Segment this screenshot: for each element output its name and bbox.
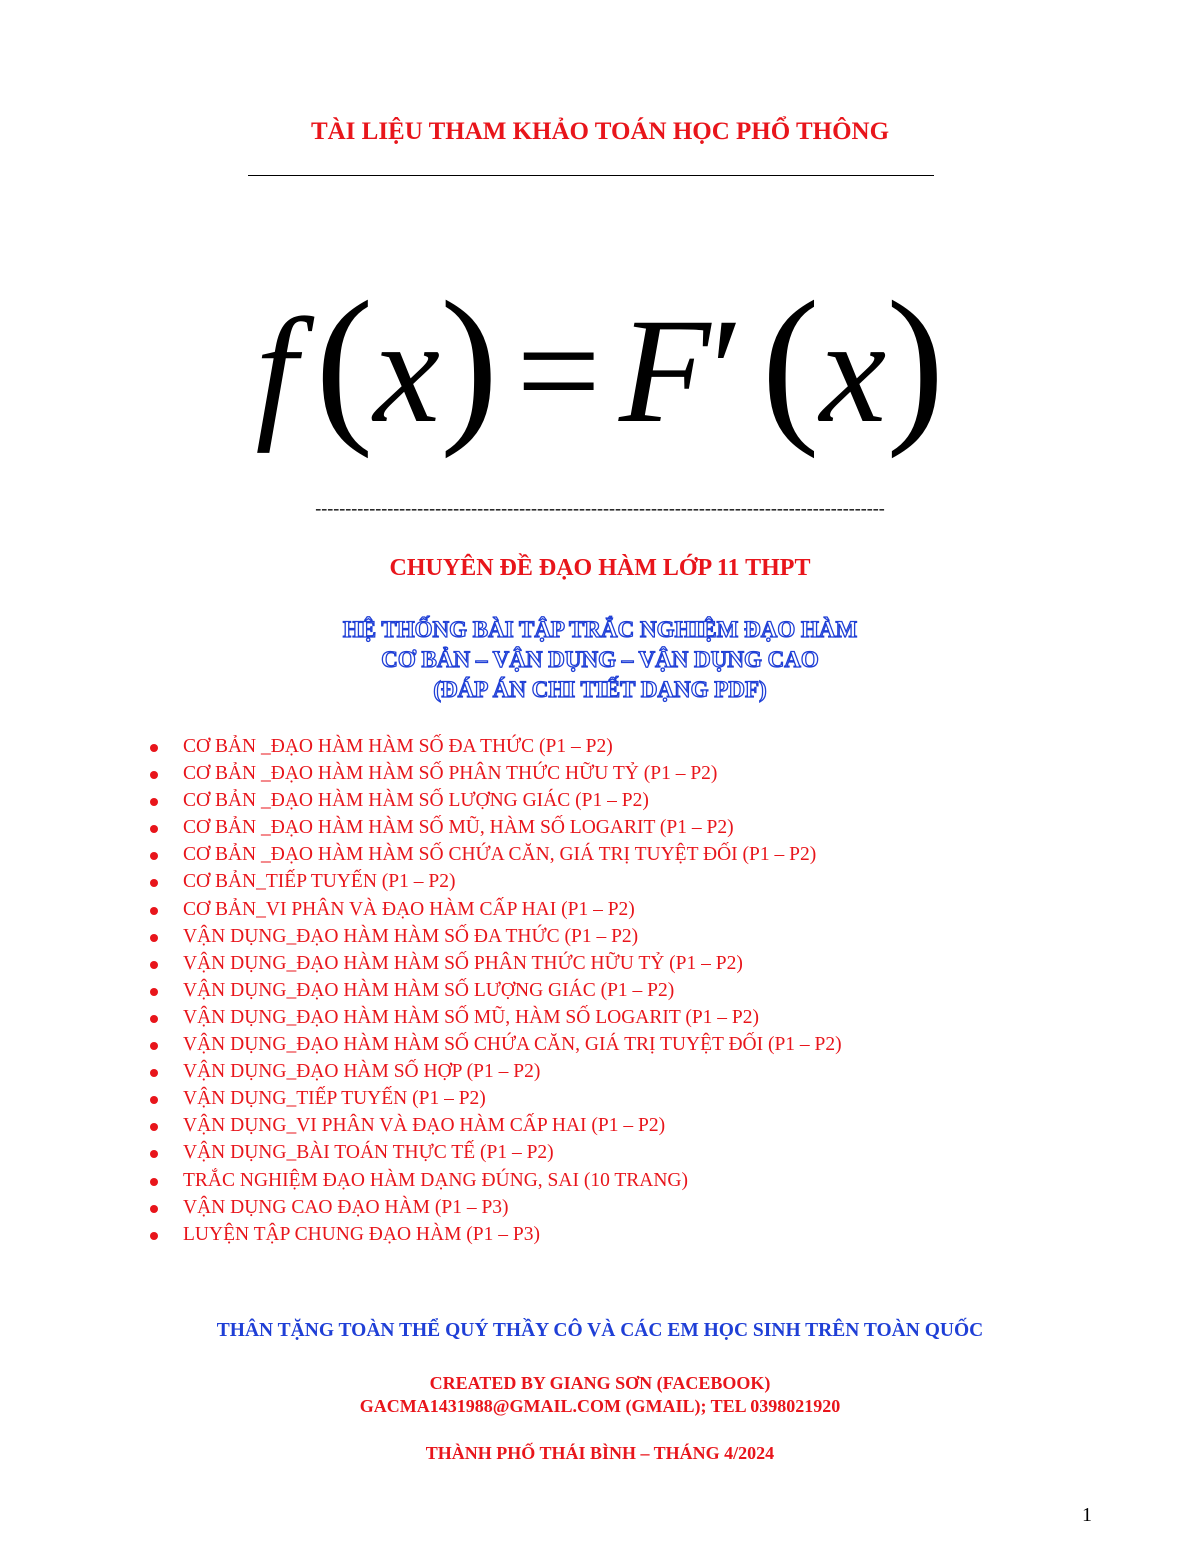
list-item: VẬN DỤNG_ĐẠO HÀM HÀM SỐ MŨ, HÀM SỐ LOGARIT (P1 – P2) [150, 1004, 842, 1031]
list-item: VẬN DỤNG_ĐẠO HÀM HÀM SỐ CHỨA CĂN, GIÁ TRỊ TUYỆT ĐỐI (P1 – P2) [150, 1031, 842, 1058]
formula-prime: ′ [710, 288, 744, 454]
author-credit: CREATED BY GIANG SƠN (FACEBOOK) [429, 1373, 771, 1393]
dedication-text: THÂN TẶNG TOÀN THỂ QUÝ THẦY CÔ VÀ CÁC EM HỌC SINH TRÊN TOÀN QUỐC [216, 1320, 984, 1341]
subtitle-line-2: CƠ BẢN – VẬN DỤNG – VẬN DỤNG CAO [381, 647, 819, 672]
formula-f: f [255, 288, 298, 454]
formula-capital-f: F [618, 288, 711, 454]
subtitle-line-1: HỆ THỐNG BÀI TẬP TRẮC NGHIỆM ĐẠO HÀM [342, 617, 858, 642]
formula-equals: = [516, 288, 601, 454]
list-item: TRẮC NGHIỆM ĐẠO HÀM DẠNG ĐÚNG, SAI (10 TRANG) [150, 1167, 842, 1194]
place-date: THÀNH PHỐ THÁI BÌNH – THÁNG 4/2024 [425, 1443, 775, 1463]
derivative-formula [0, 262, 1200, 462]
formula-close-paren: ) [440, 265, 499, 459]
list-item: CƠ BẢN _ĐẠO HÀM HÀM SỐ MŨ, HÀM SỐ LOGARIT (P1 – P2) [150, 814, 842, 841]
list-item: VẬN DỤNG_ĐẠO HÀM HÀM SỐ LƯỢNG GIÁC (P1 – P2) [150, 977, 842, 1004]
formula-open-paren: ( [315, 265, 374, 459]
list-item: CƠ BẢN _ĐẠO HÀM HÀM SỐ CHỨA CĂN, GIÁ TRỊ TUYỆT ĐỐI (P1 – P2) [150, 841, 842, 868]
formula-x-2: x [819, 288, 887, 454]
document-title: TÀI LIỆU THAM KHẢO TOÁN HỌC PHỔ THÔNG [310, 118, 890, 145]
list-item: VẬN DỤNG_ĐẠO HÀM HÀM SỐ PHÂN THỨC HỮU TỶ (P1 – P2) [150, 950, 842, 977]
list-item: VẬN DỤNG_BÀI TOÁN THỰC TẾ (P1 – P2) [150, 1139, 842, 1166]
page-number: 1 [1082, 1504, 1092, 1526]
subtitle-line-3: (ĐÁP ÁN CHI TIẾT DẠNG PDF) [433, 677, 767, 702]
list-item: CƠ BẢN _ĐẠO HÀM HÀM SỐ LƯỢNG GIÁC (P1 – P2) [150, 787, 842, 814]
topic-list [150, 733, 842, 1248]
list-item: CƠ BẢN_VI PHÂN VÀ ĐẠO HÀM CẤP HAI (P1 – P2) [150, 896, 842, 923]
title-underline [248, 175, 934, 176]
list-item: CƠ BẢN _ĐẠO HÀM HÀM SỐ ĐA THỨC (P1 – P2) [150, 733, 842, 760]
list-item: VẬN DỤNG_VI PHÂN VÀ ĐẠO HÀM CẤP HAI (P1 – P2) [150, 1112, 842, 1139]
contact-info: GACMA1431988@GMAIL.COM (GMAIL); TEL 0398021920 [359, 1396, 841, 1416]
formula-close-paren-2: ) [886, 265, 945, 459]
list-item: CƠ BẢN _ĐẠO HÀM HÀM SỐ PHÂN THỨC HỮU TỶ (P1 – P2) [150, 760, 842, 787]
list-item: LUYỆN TẬP CHUNG ĐẠO HÀM (P1 – P3) [150, 1221, 842, 1248]
dashed-separator: ----------------------------------------------------------------------------------------------- [315, 498, 885, 518]
formula-open-paren-2: ( [761, 265, 820, 459]
list-item: VẬN DỤNG_ĐẠO HÀM HÀM SỐ ĐA THỨC (P1 – P2) [150, 923, 842, 950]
list-item: VẬN DỤNG CAO ĐẠO HÀM (P1 – P3) [150, 1194, 842, 1221]
list-item: VẬN DỤNG_TIẾP TUYẾN (P1 – P2) [150, 1085, 842, 1112]
formula-x: x [373, 288, 441, 454]
list-item: CƠ BẢN_TIẾP TUYẾN (P1 – P2) [150, 868, 842, 895]
topic-heading: CHUYÊN ĐỀ ĐẠO HÀM LỚP 11 THPT [389, 555, 811, 581]
list-item: VẬN DỤNG_ĐẠO HÀM SỐ HỢP (P1 – P2) [150, 1058, 842, 1085]
